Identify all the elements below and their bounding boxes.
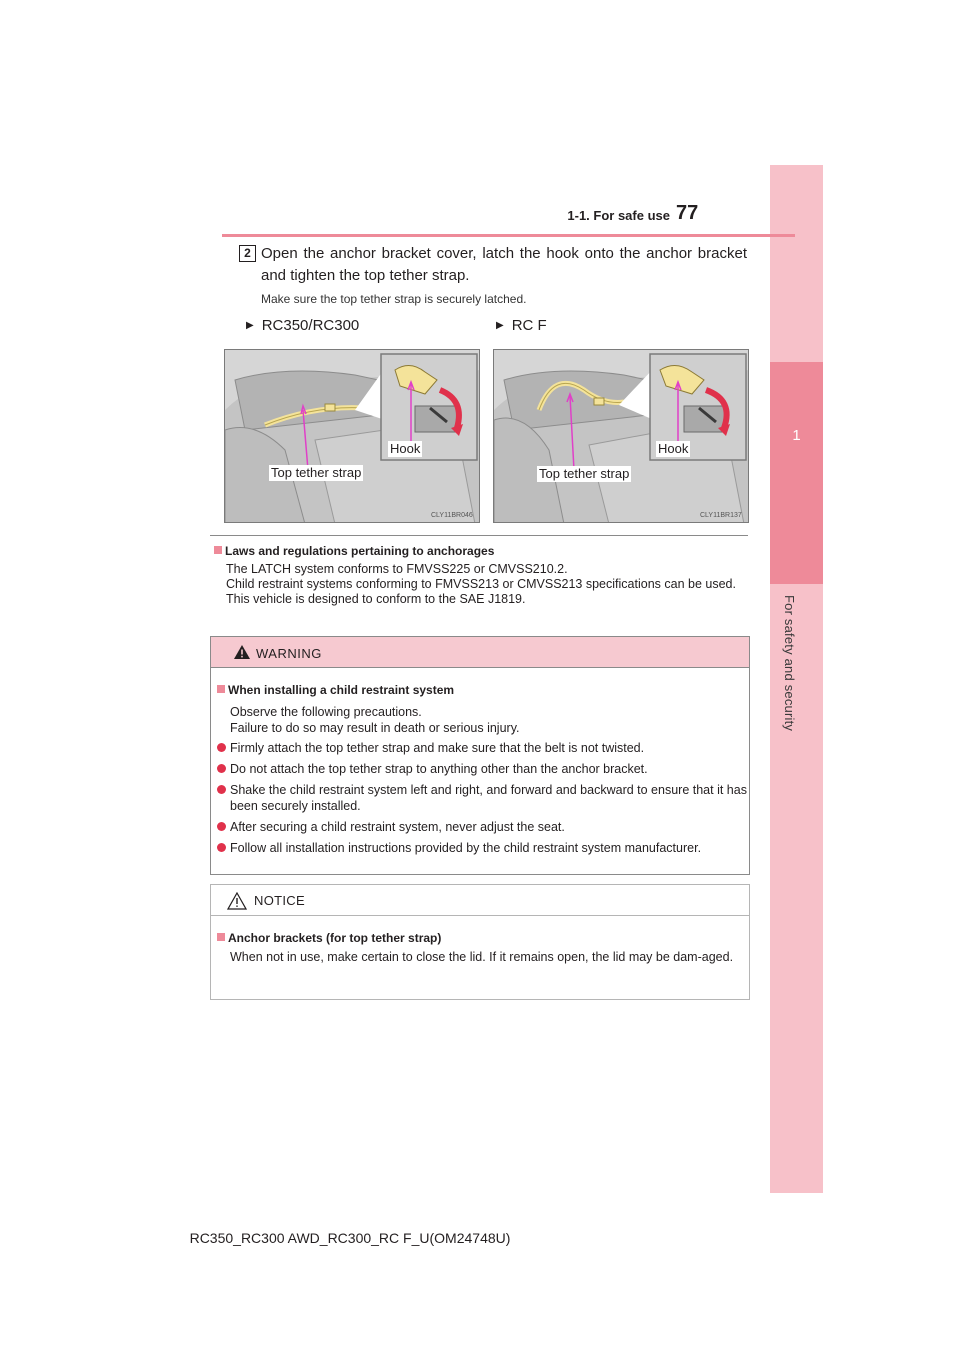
variant-heading-rcf bbox=[496, 317, 547, 334]
page-number: 77 bbox=[676, 202, 699, 224]
red-dot-bullet-icon bbox=[217, 822, 226, 831]
warning-item bbox=[217, 840, 747, 856]
notice-triangle-icon bbox=[227, 892, 247, 910]
info-heading bbox=[214, 544, 494, 558]
warning-intro bbox=[230, 704, 740, 736]
warning-item-text: Shake the child restraint system left and right, and forward and backward to ensure that it has been securely installed. bbox=[230, 783, 747, 813]
info-line: The LATCH system conforms to FMVSS225 or CMVSS210.2. bbox=[226, 562, 568, 576]
warning-item-text: Follow all installation instructions provided by the child restraint system manufacturer. bbox=[230, 841, 702, 855]
chapter-number-box bbox=[770, 362, 823, 584]
step-number-badge: 2 bbox=[239, 245, 256, 262]
chapter-side-tab bbox=[770, 165, 823, 1193]
warning-item-text: After securing a child restraint system, never adjust the seat. bbox=[230, 820, 565, 834]
info-heading-text: Laws and regulations pertaining to anchorages bbox=[225, 544, 495, 558]
seat-illustration bbox=[494, 350, 749, 523]
warning-item bbox=[217, 740, 747, 756]
warning-item bbox=[217, 761, 747, 777]
illustration-rc350-anchor bbox=[224, 349, 480, 523]
section-divider bbox=[210, 535, 748, 536]
warning-item-text: Do not attach the top tether strap to anything other than the anchor bracket. bbox=[230, 762, 648, 776]
hook-callout: Hook bbox=[658, 441, 689, 456]
notice-subtitle-text: Anchor brackets (for top tether strap) bbox=[228, 931, 442, 945]
warning-intro-line: Observe the following precautions. bbox=[230, 705, 422, 719]
warning-item bbox=[217, 782, 747, 814]
variant-label: RC F bbox=[511, 317, 547, 334]
illustration-rcf-anchor bbox=[493, 349, 749, 523]
notice-label: NOTICE bbox=[254, 893, 305, 908]
notice-box bbox=[210, 884, 750, 1000]
warning-triangle-icon bbox=[234, 645, 250, 659]
notice-text: When not in use, make certain to close the lid. If it remains open, the lid may be dam-aged. bbox=[230, 950, 734, 964]
figure-code: CLY11BR046 bbox=[431, 512, 473, 519]
figure-code: CLY11BR137 bbox=[700, 512, 742, 519]
seat-illustration bbox=[225, 350, 480, 523]
chapter-number: 1 bbox=[792, 427, 801, 444]
top-tether-strap-callout: Top tether strap bbox=[539, 466, 630, 481]
section-title: 1-1. For safe use bbox=[567, 208, 670, 223]
variant-heading-rc350 bbox=[246, 317, 359, 334]
warning-header bbox=[211, 637, 749, 668]
chapter-title: For safety and security bbox=[782, 595, 797, 732]
red-dot-bullet-icon bbox=[217, 743, 226, 752]
notice-header bbox=[211, 885, 749, 916]
triangle-arrow-icon: ▶ bbox=[246, 320, 254, 331]
variant-label: RC350/RC300 bbox=[261, 317, 360, 334]
step-instruction: Open the anchor bracket cover, latch the hook onto the anchor bracket and tighten the top tether strap. bbox=[261, 245, 747, 284]
step-note: Make sure the top tether strap is securely latched. bbox=[261, 292, 527, 306]
red-dot-bullet-icon bbox=[217, 764, 226, 773]
hook-callout: Hook bbox=[390, 441, 421, 456]
top-tether-strap-callout: Top tether strap bbox=[271, 465, 362, 480]
warning-subtitle bbox=[217, 683, 454, 697]
info-line: This vehicle is designed to conform to the SAE J1819. bbox=[226, 592, 526, 606]
warning-box bbox=[210, 636, 750, 875]
warning-list bbox=[217, 740, 747, 861]
notice-subtitle bbox=[217, 931, 441, 945]
warning-subtitle-text: When installing a child restraint system bbox=[228, 683, 455, 697]
triangle-arrow-icon: ▶ bbox=[496, 320, 504, 331]
warning-item bbox=[217, 819, 747, 835]
square-bullet-icon bbox=[217, 933, 225, 941]
red-dot-bullet-icon bbox=[217, 785, 226, 794]
header-rule bbox=[222, 234, 795, 237]
warning-item-text: Firmly attach the top tether strap and make sure that the belt is not twisted. bbox=[230, 741, 645, 755]
red-dot-bullet-icon bbox=[217, 843, 226, 852]
info-line: Child restraint systems conforming to FMVSS213 or CMVSS213 specifications can be used. bbox=[226, 577, 736, 591]
warning-label: WARNING bbox=[256, 646, 322, 661]
info-body bbox=[226, 562, 748, 607]
square-bullet-icon bbox=[217, 685, 225, 693]
footer-model-code: RC350_RC300 AWD_RC300_RC F_U(OM24748U) bbox=[189, 1230, 511, 1246]
square-bullet-icon bbox=[214, 546, 222, 554]
warning-intro-line: Failure to do so may result in death or serious injury. bbox=[230, 721, 520, 735]
